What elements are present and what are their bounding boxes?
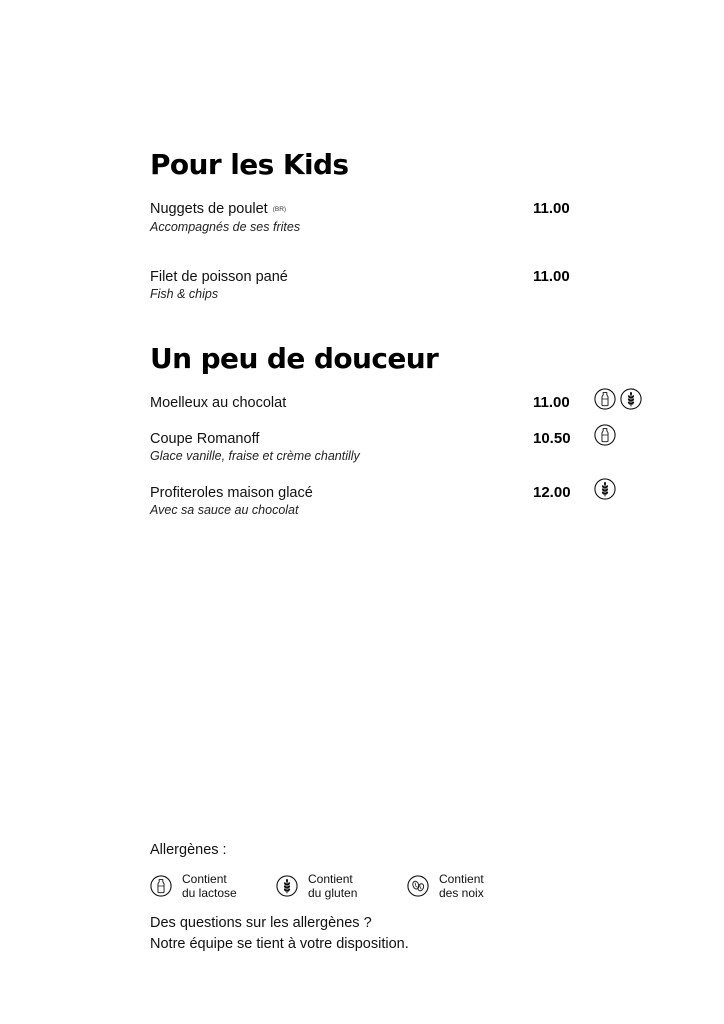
legend-item-nuts <box>407 872 484 900</box>
menu-item <box>150 268 630 303</box>
item-description: Accompagnés de ses frites <box>150 220 301 234</box>
lactose-icon <box>594 424 616 446</box>
allergen-icons <box>594 424 616 446</box>
allergen-icons <box>594 388 642 410</box>
item-price: 11.00 <box>533 200 570 217</box>
section-title-desserts: Un peu de douceur <box>150 342 439 375</box>
legend-label: Contient du lactose <box>182 872 237 900</box>
lactose-icon <box>594 388 616 410</box>
item-name: Coupe Romanoff <box>150 431 260 447</box>
allergens-contact-note: Des questions sur les allergènes ? Notre équipe se tient à votre disposition. <box>150 915 409 952</box>
item-description: Fish & chips <box>150 287 219 301</box>
item-name: Moelleux au chocolat <box>150 395 287 411</box>
item-price: 11.00 <box>533 268 570 285</box>
section-title-kids: Pour les Kids <box>150 148 349 181</box>
item-price: 11.00 <box>533 394 570 411</box>
allergens-title: Allergènes : <box>150 842 227 858</box>
item-name: Filet de poisson pané <box>150 269 288 285</box>
item-description: Avec sa sauce au chocolat <box>150 503 299 517</box>
item-name: Nuggets de poulet (BR) <box>150 201 287 217</box>
legend-item-gluten <box>276 872 357 900</box>
lactose-icon <box>150 875 172 897</box>
gluten-icon <box>276 875 298 897</box>
menu-item <box>150 430 630 465</box>
gluten-icon <box>594 478 616 500</box>
item-price: 10.50 <box>533 430 571 447</box>
item-price: 12.00 <box>533 484 571 501</box>
menu-item <box>150 394 630 412</box>
legend-label: Contient du gluten <box>308 872 358 900</box>
gluten-icon <box>620 388 642 410</box>
item-name: Profiteroles maison glacé <box>150 485 313 501</box>
menu-item <box>150 200 630 236</box>
nuts-icon <box>407 875 429 897</box>
allergen-icons <box>594 478 616 500</box>
item-description: Glace vanille, fraise et crème chantilly <box>150 449 360 463</box>
legend-item-lactose <box>150 872 237 900</box>
menu-item <box>150 484 630 519</box>
item-tag: (BR) <box>272 206 287 213</box>
legend-label: Contient des noix <box>439 872 484 900</box>
